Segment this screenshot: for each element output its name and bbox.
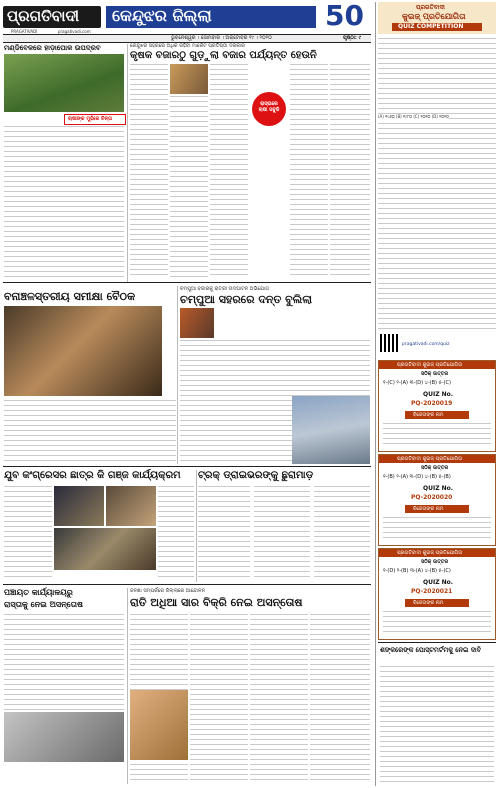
article-7-text — [4, 614, 124, 710]
col-sep-3 — [196, 470, 197, 582]
quiz-box-answers: ୧-(B) ୨-(A) ୩-(D) ୪-(B) ୫-(B) — [383, 474, 451, 480]
article-4-photo-2 — [292, 396, 370, 464]
article-4-photo-1 — [180, 308, 214, 338]
article-2-photo — [170, 64, 208, 94]
article-6-text-col-2 — [254, 486, 310, 580]
article-2-title: କୃଷକ ବଜାରଠୁ ଗୁଡ଼ୁଲା ବଜାର ପର୍ଯ୍ୟନ୍ତ ହେଉନି — [130, 50, 317, 61]
quiz-box-winner-bar: ବିଜେତାଙ୍କ ନାମ — [405, 411, 469, 419]
anniversary-badge: 50 — [325, 0, 364, 32]
article-8-text-col-4 — [310, 614, 370, 784]
quiz-box-head: ପ୍ରଗତିବାଦୀ କୁଇଜ୍ ପ୍ରତିଯୋଗିତା — [379, 549, 495, 557]
article-4-title: ଚମ୍ପୁଆ ସହରରେ ଦନ୍ତ ବୁଲିଲା — [180, 293, 313, 306]
article-3-title: ବନାଞ୍ଚଳସ୍ତରୀୟ ସମୀକ୍ଷା ବୈଠକ — [4, 290, 136, 303]
quiz-box-winner-list — [383, 423, 491, 447]
quiz-box-winner-list — [383, 517, 491, 541]
quiz-url: pragativadi.com/quiz — [402, 342, 450, 347]
article-9-title: ଶଙ୍କରେଙ୍କ ପୋସ୍ଟମର୍ଟମକୁ ନେଇ ଦାବି — [380, 646, 482, 654]
quiz-box-sub: ସଠିକ୍ ଉତ୍ତର — [421, 465, 449, 471]
quiz-box-label: QUIZ No. — [423, 485, 454, 492]
article-3-photo — [4, 306, 162, 396]
article-9-text — [380, 666, 494, 784]
quiz-box-code: PQ-2020019 — [411, 400, 453, 407]
quiz-brand: ପ୍ରଗତିବାଦୀ — [416, 4, 445, 11]
article-8-title: ରାତି ଅଧିଆ ସାର ବିକ୍ରି ନେଇ ଅସନ୍ତୋଷ — [130, 596, 303, 609]
article-2-text-col-1 — [130, 64, 168, 278]
article-5-photo-2 — [106, 486, 156, 526]
divider-4 — [378, 642, 496, 643]
article-7-title: ରାସ୍ତାକୁ ନେଇ ଅସନ୍ତୋଷ — [4, 600, 83, 609]
masthead — [3, 2, 371, 34]
quiz-box-sub: ସଠିକ୍ ଉତ୍ତର — [421, 371, 449, 377]
divider-3 — [3, 584, 371, 585]
quiz-answer-box-1 — [378, 360, 496, 452]
article-4-kicker: ଚମ୍ପୁଆ ବଜାରକୁ ରାତ୍ରୀ ଉଦଘାଟନ ଅଭିଯୋଗ — [180, 286, 270, 292]
article-3-text — [4, 400, 176, 462]
article-1-photo — [4, 54, 124, 112]
quiz-box-answers: ୧-(C) ୨-(A) ୩-(D) ୪-(B) ୫-(C) — [383, 380, 451, 386]
quiz-header — [378, 2, 496, 34]
article-5-text-1 — [4, 486, 52, 580]
article-5-title: ଯୁବ କଂଗ୍ରେସର ଛାତ୍ର କି ଗଞ୍ଜ କାର୍ଯ୍ୟକ୍ରମ — [4, 470, 181, 481]
quiz-answer-box-2 — [378, 454, 496, 546]
article-6-text-col-3 — [314, 486, 370, 580]
article-2-badge: ରାସ୍ତାରେ ଚାଷୀ ସବୁଜି — [252, 92, 286, 126]
article-5-photo-3 — [54, 528, 156, 570]
article-2-text-col-4 — [290, 64, 328, 278]
col-sep-1 — [127, 44, 128, 282]
article-6-title: ଟ୍ରକ୍ ଡ୍ରାଇଭରଙ୍କୁ ଛୁରାମାଡ଼ — [198, 470, 314, 481]
quiz-box-winner-list — [383, 611, 491, 635]
qr-code — [380, 334, 398, 352]
quiz-box-code: PQ-2020020 — [411, 494, 453, 501]
quiz-title-en-bar: QUIZ COMPETITION — [392, 23, 482, 31]
article-1-box: ଚାଷୀଙ୍କ ମୁହଁରେ ଚିନ୍ତା — [64, 114, 126, 125]
article-5-text-2 — [158, 486, 194, 580]
site-url: pragativadi.com — [58, 29, 91, 34]
quiz-box-label: QUIZ No. — [423, 579, 454, 586]
article-8-text-col-2 — [190, 614, 248, 784]
quiz-box-code: PQ-2020021 — [411, 588, 453, 595]
article-1-title: ମଣ୍ଡିବେଳରେ ହାଡ଼ାପୋକ ଉପଦ୍ରବ — [4, 44, 101, 52]
article-7-kicker: ପଞ୍ଚାୟତ କାର୍ଯ୍ୟାଳୟରୁ — [4, 588, 73, 597]
quiz-box-winner-bar: ବିଜେତାଙ୍କ ନାମ — [405, 599, 469, 607]
quiz-options-line: (A) ୧୯୬୦ (B) ୧୯୮୦ (C) ୨୦୧୦ (D) ୨୦୨୦ — [378, 114, 449, 119]
divider-2 — [3, 466, 371, 467]
col-sep-2 — [177, 286, 178, 464]
quiz-questions — [378, 38, 496, 330]
page-number: ପୃଷ୍ଠା: ୯ — [343, 35, 362, 41]
quiz-box-label: QUIZ No. — [423, 391, 454, 398]
article-8-text-col-3 — [250, 614, 308, 784]
article-5-photo-1 — [54, 486, 104, 526]
col-sep-4 — [127, 588, 128, 784]
article-2-text-col-5 — [330, 64, 370, 278]
quiz-box-sub: ସଠିକ୍ ଉତ୍ତର — [421, 559, 449, 565]
quiz-title-or: କୁଇଜ୍ ପ୍ରତିଯୋଗିତା — [402, 12, 466, 21]
article-2-text-col-2 — [170, 96, 208, 278]
date-bar — [3, 34, 371, 43]
quiz-box-head: ପ୍ରଗତିବାଦୀ କୁଇଜ୍ ପ୍ରତିଯୋଗିତା — [379, 361, 495, 369]
article-8-photo — [130, 690, 188, 760]
quiz-box-winner-bar: ବିଜେତାଙ୍କ ନାମ — [405, 505, 469, 513]
quiz-answer-box-3 — [378, 548, 496, 640]
article-8-kicker: ଜନଶା ସମ୍ପର୍କରେ ଜିଲ୍ଲାରେ ଆନ୍ଦୋଳନ — [130, 588, 206, 594]
article-1-text — [4, 126, 124, 281]
article-2-kicker: କେନ୍ଦୁଝର ସହରରେ ଅଧିକ ରହିବା ମାର୍କେଟ ପ୍ରତିଷ୍ଠା ଦରକାର — [130, 43, 245, 49]
article-6-text-col-1 — [198, 486, 250, 580]
article-7-photo — [4, 712, 124, 762]
quiz-panel — [375, 2, 498, 786]
quiz-box-answers: ୧-(D) ୨-(B) ୩-(A) ୪-(B) ୫-(C) — [383, 568, 451, 574]
date-line: ଭୁବନେଶ୍ୱର । ସୋମବାର । ଅକ୍ଟୋବର ୧୯ । ୨୦୨୦ — [171, 35, 272, 41]
district-title: କେନ୍ଦୁଝର ଜିଲ୍ଲା — [112, 6, 212, 25]
district-banner — [106, 6, 316, 28]
article-2-text-col-3 — [210, 64, 248, 278]
logo: ପ୍ରଗତିବାଦୀ — [3, 6, 101, 28]
logo-sub: PRAGATIVADI — [11, 29, 38, 34]
divider-1 — [3, 282, 371, 283]
quiz-box-head: ପ୍ରଗତିବାଦୀ କୁଇଜ୍ ପ୍ରତିଯୋଗିତା — [379, 455, 495, 463]
